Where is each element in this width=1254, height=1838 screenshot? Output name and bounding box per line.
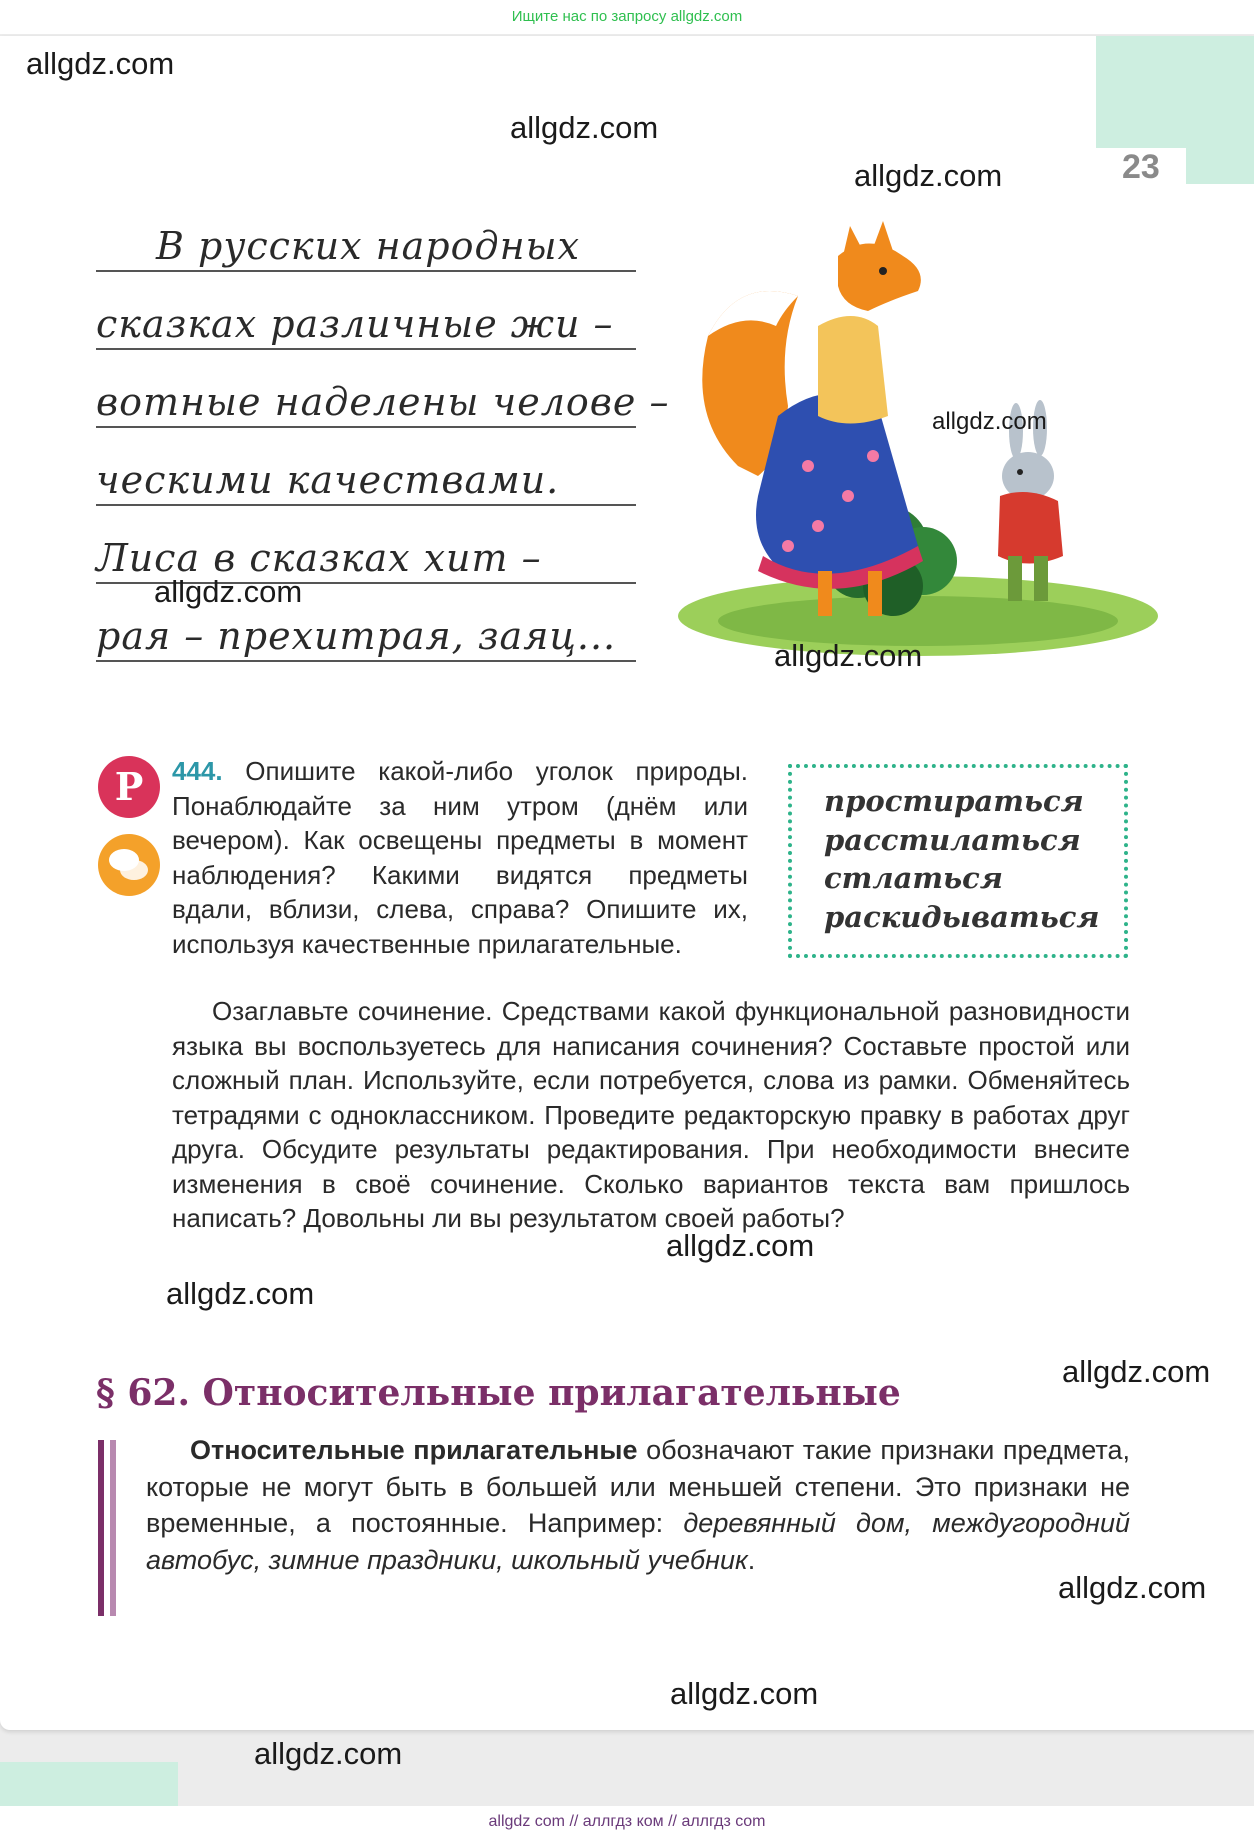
- r-badge-icon: Р: [98, 756, 160, 818]
- watermark: allgdz.com: [254, 1736, 403, 1771]
- handwriting-line: сказках различные жи –: [96, 300, 636, 350]
- watermark: allgdz.com: [774, 638, 923, 673]
- corner-color-band: [1096, 36, 1254, 148]
- top-banner-text: Ищите нас по запросу allgdz.com: [511, 8, 743, 25]
- speech-bubbles-icon: [98, 834, 160, 896]
- handwriting-line: В русских народных: [96, 222, 636, 272]
- watermark: allgdz.com: [154, 574, 303, 609]
- word-box-item: простираться: [824, 784, 1084, 818]
- corner-color-band-small: [1186, 148, 1254, 184]
- watermark: allgdz.com: [932, 408, 1047, 435]
- bottom-color-band: [0, 1762, 178, 1806]
- watermark: allgdz.com: [510, 110, 659, 145]
- rule-bar-light: [110, 1440, 116, 1616]
- task-body-text: Озаглавьте сочинение. Средствами какой функциональной разновидности языка вы воспользуетесь для написания сочинения? Составьте простой или сложный план. Используйте, если потребуется, слова из рамки. Обменяйтесь тетрадями с одноклассником. Проведите редакторскую правку в работах друг друга. Обсудите результаты редактирования. При необходимости внесите изменения в своё сочинение. Сколько вариантов текста вам пришлось написать? Довольны ли вы результатом своей работы?: [172, 996, 1130, 1233]
- watermark: allgdz.com: [1062, 1354, 1211, 1389]
- fox-and-hare-illustration: [668, 216, 1168, 666]
- watermark: allgdz.com: [1058, 1570, 1207, 1605]
- watermark: allgdz.com: [854, 158, 1003, 193]
- word-box-item: раскидываться: [824, 899, 1100, 934]
- textbook-page: [0, 36, 1254, 1730]
- section-rule-text: Относительные прилагательные обозначают такие признаки предмета, которые не могут быть в большей или меньшей степени. Это признаки не временные, а постоянные. Например: деревянный дом, междугородний автобус, зимние праздники, школьный учебник.: [146, 1435, 1130, 1575]
- task-intro-text: Опишите какой-либо уголок природы. Понаблюдайте за ним утром (днём или вечером). Как освещены предметы в момент наблюдения? Какими видятся предметы вдали, вблизи, слева, справа? Опишите их, используя качественные прилагательные.: [172, 756, 748, 959]
- task-444-body: [172, 994, 1130, 1236]
- task-number: 444.: [172, 756, 223, 786]
- rule-bar: [98, 1440, 104, 1616]
- rule-term: Относительные прилагательные: [190, 1435, 638, 1465]
- watermark: allgdz.com: [670, 1676, 819, 1711]
- handwriting-line: вотные наделены челове –: [96, 378, 636, 428]
- top-banner: [0, 0, 1254, 34]
- task-444-intro: [172, 754, 748, 961]
- handwriting-line: ческими качествами.: [96, 456, 636, 506]
- word-box-item: стлаться: [824, 861, 1003, 895]
- footer-text: allgdz com // аллгдз ком // аллгдз com: [488, 1813, 766, 1830]
- handwriting-line: Лиса в сказках хит –: [96, 534, 636, 584]
- footer: [0, 1806, 1254, 1838]
- watermark: allgdz.com: [666, 1228, 815, 1263]
- watermark: allgdz.com: [26, 46, 175, 81]
- watermark: allgdz.com: [166, 1276, 315, 1311]
- rule-examples: деревянный дом, междугородний автобус, зимние праздники, школьный учебник: [146, 1508, 1130, 1575]
- handwriting-line: рая – прехитрая, заяц...: [96, 612, 636, 662]
- page-number: 23: [1122, 148, 1160, 186]
- word-box-item: расстилаться: [824, 822, 1081, 857]
- section-title: § 62. Относительные прилагательные: [96, 1372, 901, 1414]
- rule-body: обозначают такие признаки предмета, которые не могут быть в большей или меньшей степени. Это признаки не временные, а постоянные. Например:: [146, 1435, 1130, 1538]
- word-box: [788, 764, 1128, 958]
